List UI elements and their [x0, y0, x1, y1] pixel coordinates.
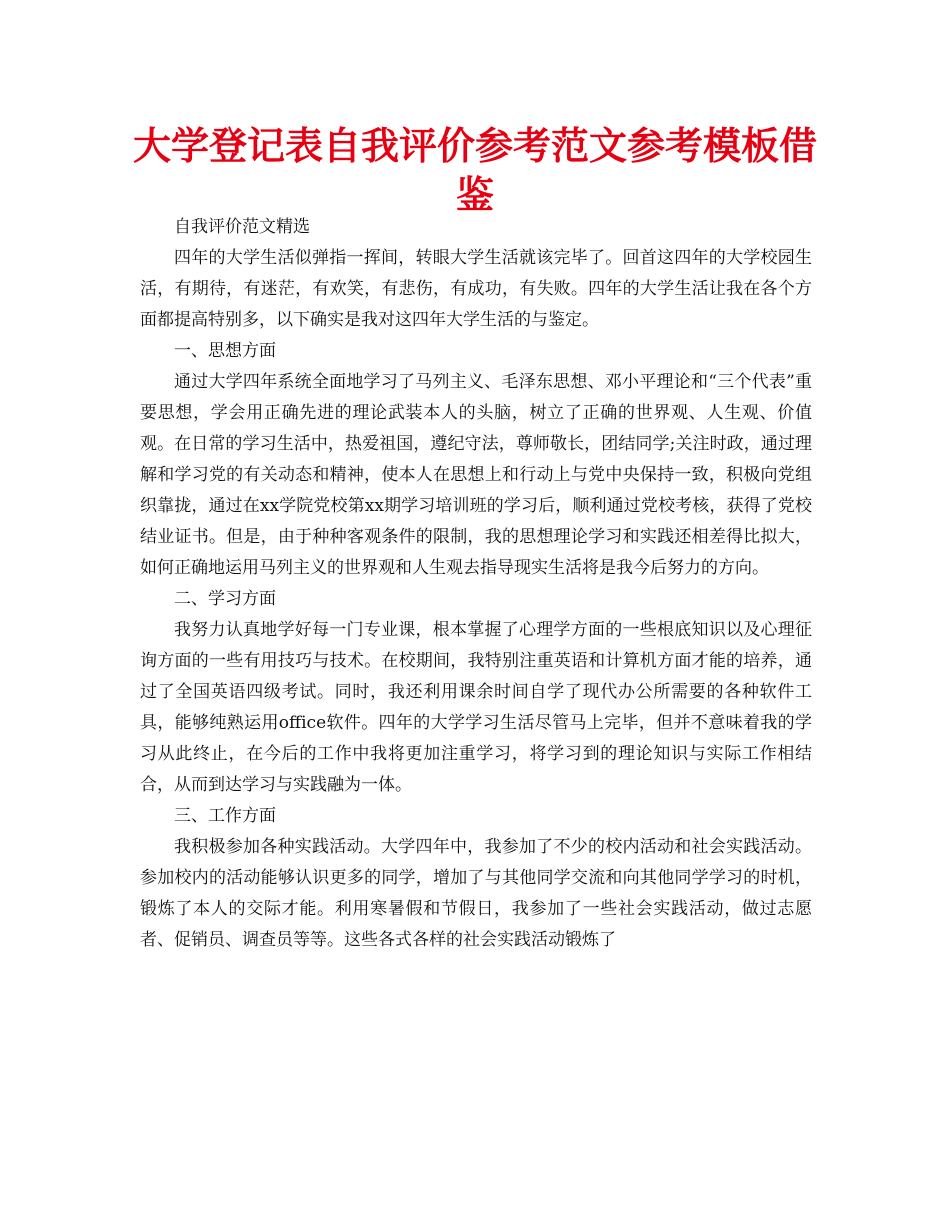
study-paragraph: 我努力认真地学好每一门专业课，根本掌握了心理学方面的一些根底知识以及心理征询方面的一些有用技巧与技术。在校期间，我特别注重英语和计算机方面才能的培养，通过了全国英语四级考试。同时，我还利用课余时间自学了现代办公所需要的各种软件工具，能够纯熟运用office软件。四年的大学学习生活尽管马上完毕，但并不意味着我的学习从此终止，在今后的工作中我将更加注重学习，将学习到的理论知识与实际工作相结合，从而到达学习与实践融为一体。	[140, 620, 812, 795]
section-heading-work: 三、工作方面	[174, 806, 276, 826]
section-heading-ideology: 一、思想方面	[174, 341, 276, 361]
document-title: 大学登记表自我评价参考范文参考模板借鉴	[132, 124, 817, 217]
work-paragraph: 我积极参加各种实践活动。大学四年中，我参加了不少的校内活动和社会实践活动。参加校内的活动能够认识更多的同学，增加了与其他同学交流和向其他同学学习的时机，锻炼了本人的交际才能。利用寒暑假和节假日，我参加了一些社会实践活动，做过志愿者、促销员、调查员等等。这些各式各样的社会实践活动锻炼了	[140, 837, 812, 950]
subtitle-paragraph: 自我评价范文精选	[174, 217, 310, 237]
document-body	[140, 212, 812, 956]
ideology-paragraph: 通过大学四年系统全面地学习了马列主义、毛泽东思想、邓小平理论和“三个代表”重要思想，学会用正确先进的理论武装本人的头脑，树立了正确的世界观、人生观、价值观。在日常的学习生活中，热爱祖国，遵纪守法，尊师敬长，团结同学;关注时政，通过理解和学习党的有关动态和精神，使本人在思想上和行动上与党中央保持一致，积极向党组织靠拢，通过在xx学院党校第xx期学习培训班的学习后，顺利通过党校考核，获得了党校结业证书。但是，由于种种客观条件的限制，我的思想理论学习和实践还相差得比拟大，如何正确地运用马列主义的世界观和人生观去指导现实生活将是我今后努力的方向。	[140, 372, 812, 578]
section-heading-study: 二、学习方面	[174, 589, 276, 609]
intro-paragraph: 四年的大学生活似弹指一挥间，转眼大学生活就该完毕了。回首这四年的大学校园生活，有期待，有迷茫，有欢笑，有悲伤，有成功，有失败。四年的大学生活让我在各个方面都提高特别多，以下确实是我对这四年大学生活的与鉴定。	[140, 248, 812, 330]
